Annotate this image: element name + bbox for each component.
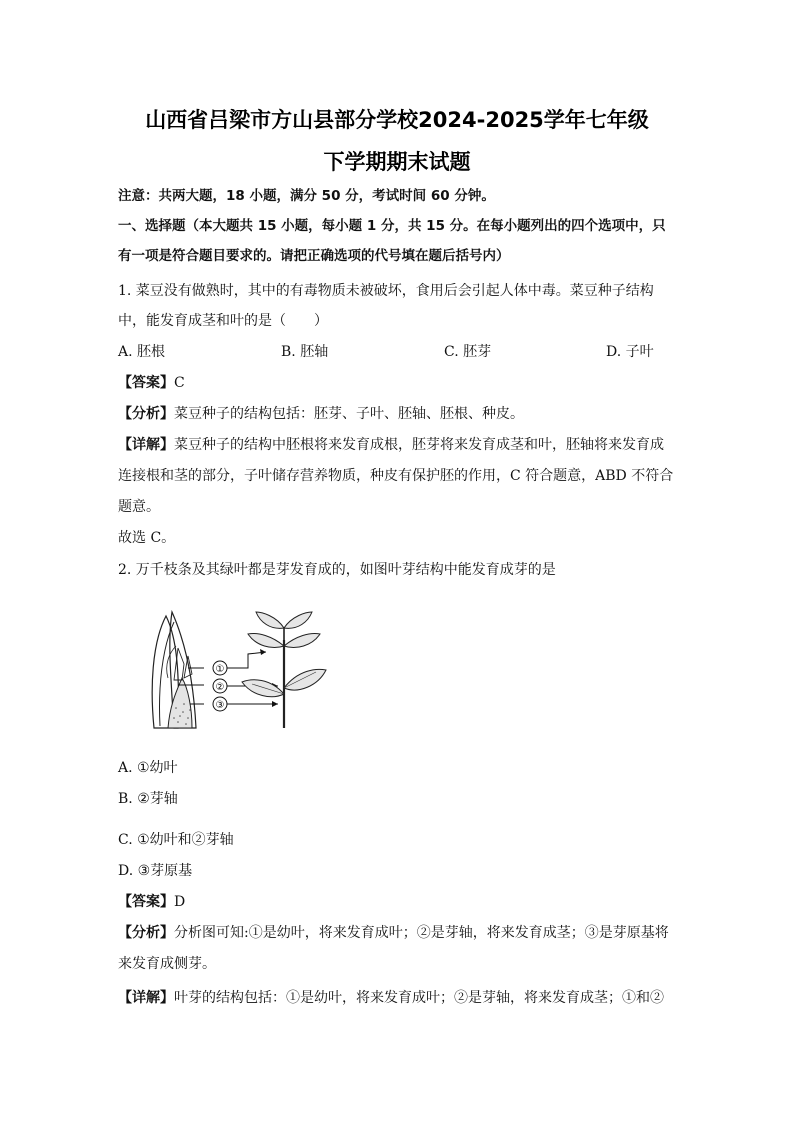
q1-option-a: A. 胚根 [118, 344, 166, 360]
q1-detail-line2: 连接根和茎的部分，子叶储存营养物质，种皮有保护胚的作用，C 符合题意，ABD 不符合 [118, 468, 674, 484]
q1-conclusion: 故选 C。 [118, 530, 176, 546]
q2-option-d: D. ③芽原基 [118, 863, 193, 879]
analysis-tag: 【分析】 [118, 406, 174, 422]
figure-label-2: ② [215, 682, 225, 693]
detail-text: 菜豆种子的结构中胚根将来发育成根，胚芽将来发育成茎和叶，胚轴将来发育成 [174, 437, 664, 453]
section-heading-line2: 有一项是符合题目要求的。请把正确选项的代号填在题后括号内） [118, 248, 510, 264]
answer-tag: 【答案】 [118, 894, 174, 910]
q2-option-a: A. ①幼叶 [118, 760, 178, 776]
exam-notice: 注意：共两大题，18 小题，满分 50 分，考试时间 60 分钟。 [118, 188, 495, 204]
q1-stem-line1: 1. 菜豆没有做熟时，其中的有毒物质未被破坏，食用后会引起人体中毒。菜豆种子结构 [118, 283, 654, 299]
q2-answer [118, 892, 678, 912]
q1-option-b: B. 胚轴 [281, 344, 329, 360]
answer-value: D [174, 894, 186, 910]
leaf-bud-figure [148, 608, 328, 734]
q2-stem: 2. 万千枝条及其绿叶都是芽发育成的，如图叶芽结构中能发育成芽的是 [118, 562, 556, 578]
analysis-text: 菜豆种子的结构包括：胚芽、子叶、胚轴、胚根、种皮。 [174, 406, 524, 422]
leaf-bud-diagram [148, 608, 328, 734]
answer-tag: 【答案】 [118, 375, 174, 391]
analysis-tag: 【分析】 [118, 925, 174, 941]
q2-detail-line1 [118, 988, 678, 1008]
detail-text: 叶芽的结构包括：①是幼叶，将来发育成叶；②是芽轴，将来发育成茎；①和② [174, 990, 664, 1006]
q2-analysis-line1 [118, 923, 678, 943]
document-title-line1: 山西省吕梁市方山县部分学校2024-2025学年七年级 [145, 108, 649, 132]
q1-stem-line2: 中，能发育成茎和叶的是（ ） [118, 313, 328, 329]
q1-answer [118, 373, 678, 393]
detail-tag: 【详解】 [118, 990, 174, 1006]
q1-detail-line1 [118, 435, 678, 455]
analysis-text: 分析图可知:①是幼叶，将来发育成叶；②是芽轴，将来发育成茎；③是芽原基将 [174, 925, 669, 941]
answer-value: C [174, 375, 185, 391]
q1-option-d: D. 子叶 [606, 344, 654, 360]
figure-label-3: ③ [215, 700, 225, 711]
q1-option-c: C. 胚芽 [444, 344, 492, 360]
figure-label-1: ① [215, 664, 225, 675]
q2-option-b: B. ②芽轴 [118, 791, 178, 807]
document-title-line2: 下学期期末试题 [323, 150, 471, 174]
q2-analysis-line2: 来发育成侧芽。 [118, 956, 216, 972]
q1-detail-line3: 题意。 [118, 499, 160, 515]
section-heading-line1: 一、选择题（本大题共 15 小题，每小题 1 分，共 15 分。在每小题列出的四个选项中，只 [118, 218, 666, 234]
detail-tag: 【详解】 [118, 437, 174, 453]
q2-option-c: C. ①幼叶和②芽轴 [118, 832, 234, 848]
q1-analysis [118, 404, 678, 424]
